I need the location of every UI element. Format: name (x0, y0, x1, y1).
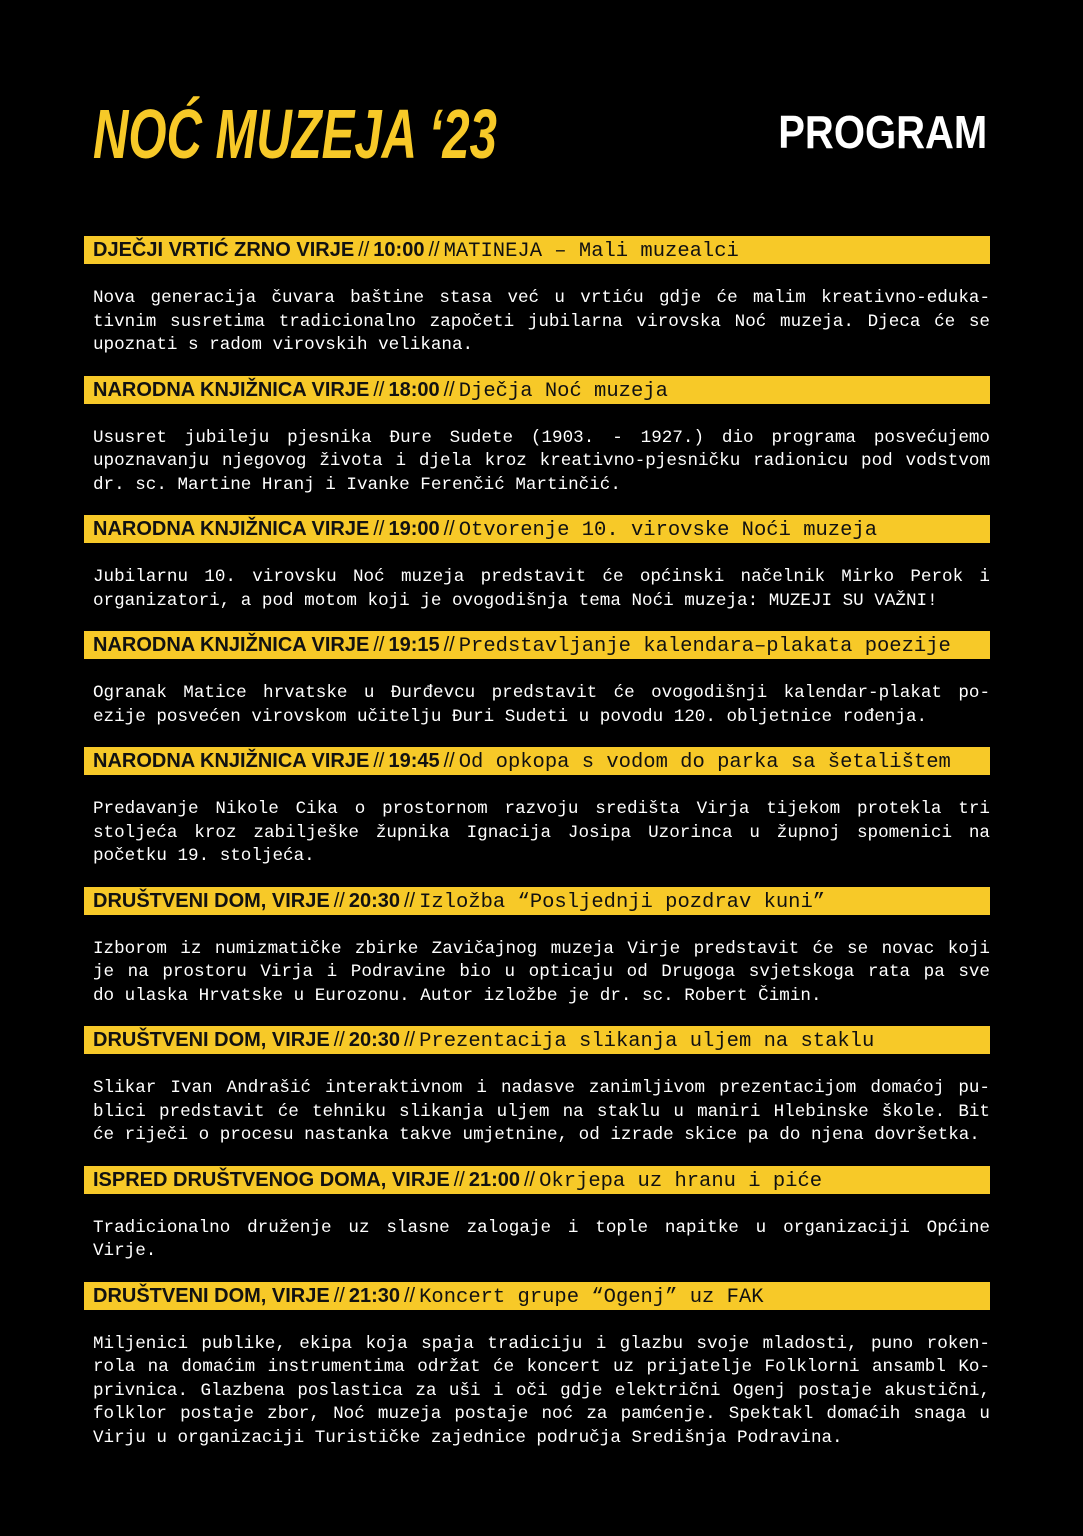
event-header-bar (84, 887, 990, 915)
event-venue: NARODNA KNJIŽNICA VIRJE (93, 518, 370, 540)
separator: // (443, 750, 455, 772)
event-title: Izložba “Posljednji pozdrav kuni” (419, 890, 826, 914)
description-line: do ulaska Hrvatske u Eurozonu. Autor izložbe je dr. sc. Robert Čimin. (93, 985, 822, 1006)
separator: // (358, 239, 370, 261)
description-line: Virju u organizaciji Turističke zajednice područja Središnja Podravina. (93, 1427, 843, 1448)
event-venue: ISPRED DRUŠTVENOG DOMA, VIRJE (93, 1168, 450, 1191)
separator: // (333, 889, 345, 912)
event-description (93, 566, 990, 613)
event-header-bar (84, 376, 990, 404)
page-title: PROGRAM (777, 106, 987, 158)
event-header-bar (84, 1282, 990, 1310)
event-description (93, 427, 990, 498)
description-line: Predavanje Nikole Cika o prostornom razvoju središta Virja tijekom protekla tri (93, 799, 990, 819)
event-description (93, 1217, 990, 1264)
event-time: 20:30 (348, 889, 400, 912)
event-header-bar (84, 631, 990, 659)
separator: // (373, 750, 385, 772)
event-venue: DRUŠTVENI DOM, VIRJE (93, 889, 330, 912)
separator: // (333, 1284, 345, 1307)
event-time: 18:00 (388, 378, 440, 401)
description-line: Tradicionalno druženje uz slasne zalogaje i tople napitke u organizaciji Općine (93, 1217, 990, 1238)
event-title: Koncert grupe “Ogenj” uz FAK (419, 1285, 764, 1309)
event-time: 19:45 (388, 750, 440, 772)
separator: // (443, 634, 455, 656)
description-line: stoljeća kroz zabilješke župnika Ignacija Josipa Uzorinca u župnoj spomenici na (93, 822, 990, 843)
description-line: upoznavanju njegovog života i djela kroz kreativno-pjesničku radionicu pod vodstvom (93, 451, 990, 471)
description-line: Virje. (93, 1241, 157, 1261)
description-line: Slikar Ivan Andrašić interaktivnom i nadasve zanimljivom prezentacijom domaćoj pu- (93, 1078, 990, 1098)
description-line: blici predstavit će tehniku slikanja uljem na staklu u maniri Hlebinske škole. Bit (93, 1101, 990, 1122)
event-venue: NARODNA KNJIŽNICA VIRJE (93, 634, 370, 656)
separator: // (403, 889, 416, 912)
event-header-bar (84, 1166, 990, 1194)
event-time: 20:30 (348, 1029, 400, 1051)
event-title: Otvorenje 10. virovske Noći muzeja (458, 519, 878, 542)
description-line: dr. sc. Martine Hranj i Ivanke Ferenčić Martinčić. (93, 474, 621, 495)
event-title: Predstavljanje kalendara–plakata poezije (458, 635, 951, 658)
description-line: početku 19. stoljeća. (93, 846, 315, 866)
separator: // (453, 1168, 465, 1191)
event-title: Okrjepa uz hranu i piće (539, 1169, 823, 1193)
separator: // (333, 1029, 345, 1051)
description-line: Ogranak Matice hrvatske u Đurđevcu predstavit će ovogodišnji kalendar-plakat po- (93, 683, 990, 703)
description-line: rola na domaćim instrumentima održat će koncert uz prijatelje Folklorni ansambl Ko- (93, 1357, 990, 1377)
event-time: 21:00 (468, 1168, 520, 1191)
event-title: Dječja Noć muzeja (458, 379, 668, 403)
event-header-bar (84, 1026, 990, 1054)
description-line: Ususret jubileju pjesnika Đure Sudete (1903. - 1927.) dio programa posvećujemo (93, 427, 990, 448)
event-time: 19:15 (388, 634, 440, 656)
separator: // (443, 378, 455, 401)
event-header-bar (84, 515, 990, 543)
event-venue: DJEČJI VRTIĆ ZRNO VIRJE (93, 239, 355, 261)
description-line: je na prostoru Virja i Podravine bio u opticaju od Drugoga svjetskoga rata pa sve (93, 962, 990, 982)
event-description (93, 798, 990, 869)
event-description (93, 682, 990, 729)
separator: // (443, 518, 455, 540)
event-title: Od opkopa s vodom do parka sa šetalištem (458, 751, 951, 774)
separator: // (373, 518, 385, 540)
event-logo: NOĆ MUZEJA ‘23 (93, 95, 497, 173)
event-time: 10:00 (373, 239, 425, 261)
event-description (93, 1077, 990, 1148)
event-venue: DRUŠTVENI DOM, VIRJE (93, 1029, 330, 1051)
description-line: će riječi o procesu nastanka takve umjetnine, od izrade skice pa do njena dovršetka. (93, 1125, 980, 1145)
description-line: Nova generacija čuvara baštine stasa već u vrtiću gdje će malim kreativno-eduka- (93, 288, 990, 308)
separator: // (373, 634, 385, 656)
event-header-bar (84, 236, 990, 264)
description-line: folklor postaje zbor, Noć muzeja postaje noć za pamćenje. Spektakl domaćih snaga u (93, 1404, 990, 1424)
event-description (93, 287, 990, 358)
description-line: Miljenici publike, ekipa koja spaja tradiciju i glazbu svoje mladosti, puno roken- (93, 1333, 990, 1354)
event-header-bar (84, 747, 990, 775)
description-line: upoznati s radom virovskih velikana. (93, 335, 474, 355)
description-line: organizatori, a pod motom koji je ovogodišnja tema Noći muzeja: MUZEJI SU VAŽNI! (93, 590, 938, 611)
separator: // (403, 1029, 416, 1051)
event-time: 19:00 (388, 518, 440, 540)
event-time: 21:30 (348, 1284, 400, 1307)
separator: // (428, 239, 440, 261)
separator: // (403, 1284, 416, 1307)
event-venue: DRUŠTVENI DOM, VIRJE (93, 1284, 330, 1307)
description-line: Jubilarnu 10. virovsku Noć muzeja predstavit će općinski načelnik Mirko Perok i (93, 567, 990, 587)
description-line: tivnim susretima tradicionalno započeti jubilarna virovska Noć muzeja. Djeca će se (93, 311, 990, 332)
separator: // (373, 378, 385, 401)
separator: // (524, 1168, 536, 1191)
description-line: privnica. Glazbena poslastica za uši i oči gdje električni Ogenj postaje akustični, (93, 1380, 990, 1401)
event-description (93, 938, 990, 1009)
event-title: Prezentacija slikanja uljem na staklu (419, 1030, 875, 1053)
event-venue: NARODNA KNJIŽNICA VIRJE (93, 378, 370, 401)
event-title: MATINEJA – Mali muzealci (443, 240, 739, 263)
event-description (93, 1333, 990, 1451)
description-line: Izborom iz numizmatičke zbirke Zavičajnog muzeja Virje predstavit će se novac koji (93, 938, 990, 959)
description-line: ezije posvećen virovskom učitelju Đuri Sudeti u povodu 120. obljetnice rođenja. (93, 706, 928, 727)
event-venue: NARODNA KNJIŽNICA VIRJE (93, 750, 370, 772)
program-list (84, 236, 990, 1468)
